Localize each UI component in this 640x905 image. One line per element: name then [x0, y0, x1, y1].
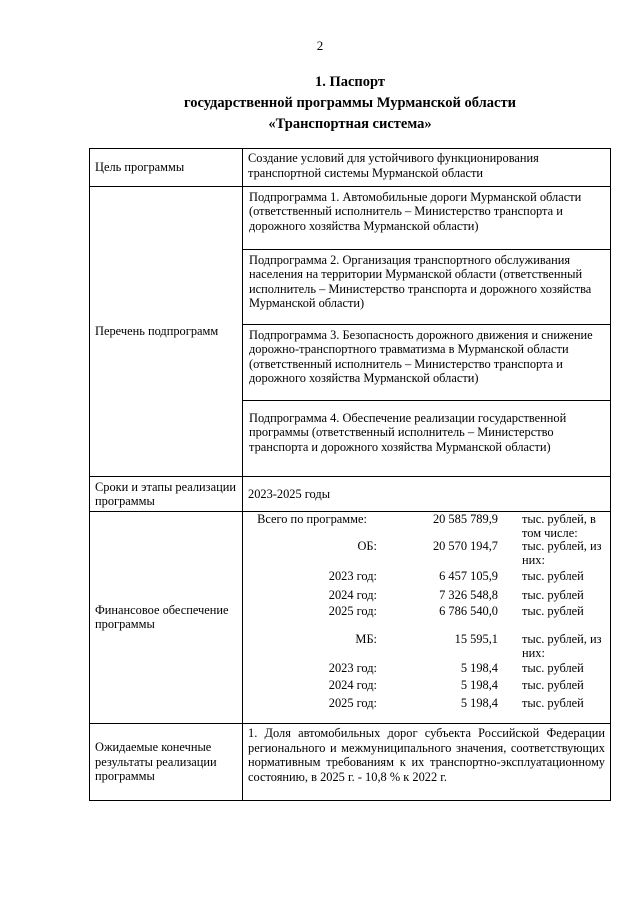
financing-key: 2025 год: [328, 605, 377, 619]
financing-cell [243, 512, 611, 724]
financing-key: Всего по программе: [257, 513, 367, 527]
financing-value: 5 198,4 [460, 695, 498, 710]
financing-label: Финансовое обеспечение программы [90, 512, 243, 724]
financing-table [247, 513, 606, 713]
financing-line [247, 633, 606, 660]
financing-key: 2024 год: [328, 587, 377, 602]
financing-unit: тыс. рублей [522, 660, 584, 675]
financing-value: 20 585 789,9 [432, 513, 498, 527]
subprogram-4: Подпрограмма 4. Обеспечение реализации государственной программы (ответственный исполнитель – Министерство транспорта и дорожного хозяйства Мурманской области) [249, 410, 567, 454]
financing-key: 2025 год: [328, 695, 377, 710]
results-text: 1. Доля автомобильных дорог субъекта Российской Федерации регионального и межмуниципального значения, соответствующих нормативным требованиям к их транспортно-эксплуатационному состоянию, в 2025 г. - 10,8 % к 2022 г. [243, 723, 611, 800]
financing-key: 2023 год: [328, 660, 377, 675]
financing-unit: тыс. рублей, в том числе: [522, 513, 596, 540]
financing-key: 2023 год: [328, 568, 377, 583]
document-title [0, 72, 640, 135]
results-label: Ожидаемые конечные результаты реализации программы [90, 723, 243, 800]
financing-value: 15 595,1 [454, 633, 498, 647]
financing-line [247, 605, 606, 633]
financing-unit: тыс. рублей [522, 605, 584, 619]
goal-label: Цель программы [90, 149, 243, 187]
financing-line [247, 586, 606, 605]
financing-unit: тыс. рублей [522, 695, 584, 710]
financing-unit: тыс. рублей [522, 677, 584, 692]
passport-table [89, 148, 611, 801]
financing-value: 20 570 194,7 [432, 540, 498, 554]
subprograms-list [243, 186, 611, 477]
subprograms-row [90, 186, 611, 477]
financing-unit: тыс. рублей [522, 568, 584, 583]
financing-unit: тыс. рублей [522, 587, 584, 602]
financing-key: ОБ: [357, 540, 377, 554]
financing-line [247, 567, 606, 586]
subprogram-3: Подпрограмма 3. Безопасность дорожного движения и снижение дорожно-транспортного травматизма в Мурманской области (ответственный исполнитель – Министерство транспорта и дорожного хозяйства Мурманской области) [243, 325, 610, 401]
financing-line [247, 694, 606, 713]
financing-value: 7 326 548,8 [439, 587, 498, 602]
financing-line [247, 513, 606, 540]
title-line-2: государственной программы Мурманской области [184, 95, 516, 111]
financing-line [247, 677, 606, 694]
terms-row [90, 477, 611, 512]
financing-value: 6 457 105,9 [439, 568, 498, 583]
terms-label: Сроки и этапы реализации программы [90, 477, 243, 512]
financing-value: 6 786 540,0 [439, 605, 498, 619]
financing-line [247, 540, 606, 567]
page-number: 2 [316, 38, 324, 53]
subprogram-1: Подпрограмма 1. Автомобильные дороги Мурманской области (ответственный исполнитель – Министерство транспорта и дорожного хозяйства Мурманской области) [243, 187, 610, 250]
title-line-1: 1. Паспорт [314, 74, 386, 90]
financing-value: 5 198,4 [460, 677, 498, 692]
financing-key: МБ: [355, 633, 377, 647]
results-row [90, 723, 611, 800]
financing-value: 5 198,4 [460, 660, 498, 675]
subprogram-2: Подпрограмма 2. Организация транспортного обслуживания населения на территории Мурманской области (ответственный исполнитель – Министерство транспорта и дорожного хозяйства Мурманской области) [243, 250, 610, 325]
title-line-3: «Транспортная система» [268, 116, 432, 132]
financing-row [90, 512, 611, 724]
goal-row [90, 149, 611, 187]
financing-unit: тыс. рублей, из них: [522, 540, 602, 567]
terms-text: 2023-2025 годы [243, 477, 611, 512]
financing-key: 2024 год: [328, 677, 377, 692]
goal-text: Создание условий для устойчивого функционирования транспортной системы Мурманской области [243, 149, 611, 187]
subprograms-label: Перечень подпрограмм [90, 186, 243, 477]
financing-unit: тыс. рублей, из них: [522, 633, 602, 660]
financing-line [247, 660, 606, 677]
